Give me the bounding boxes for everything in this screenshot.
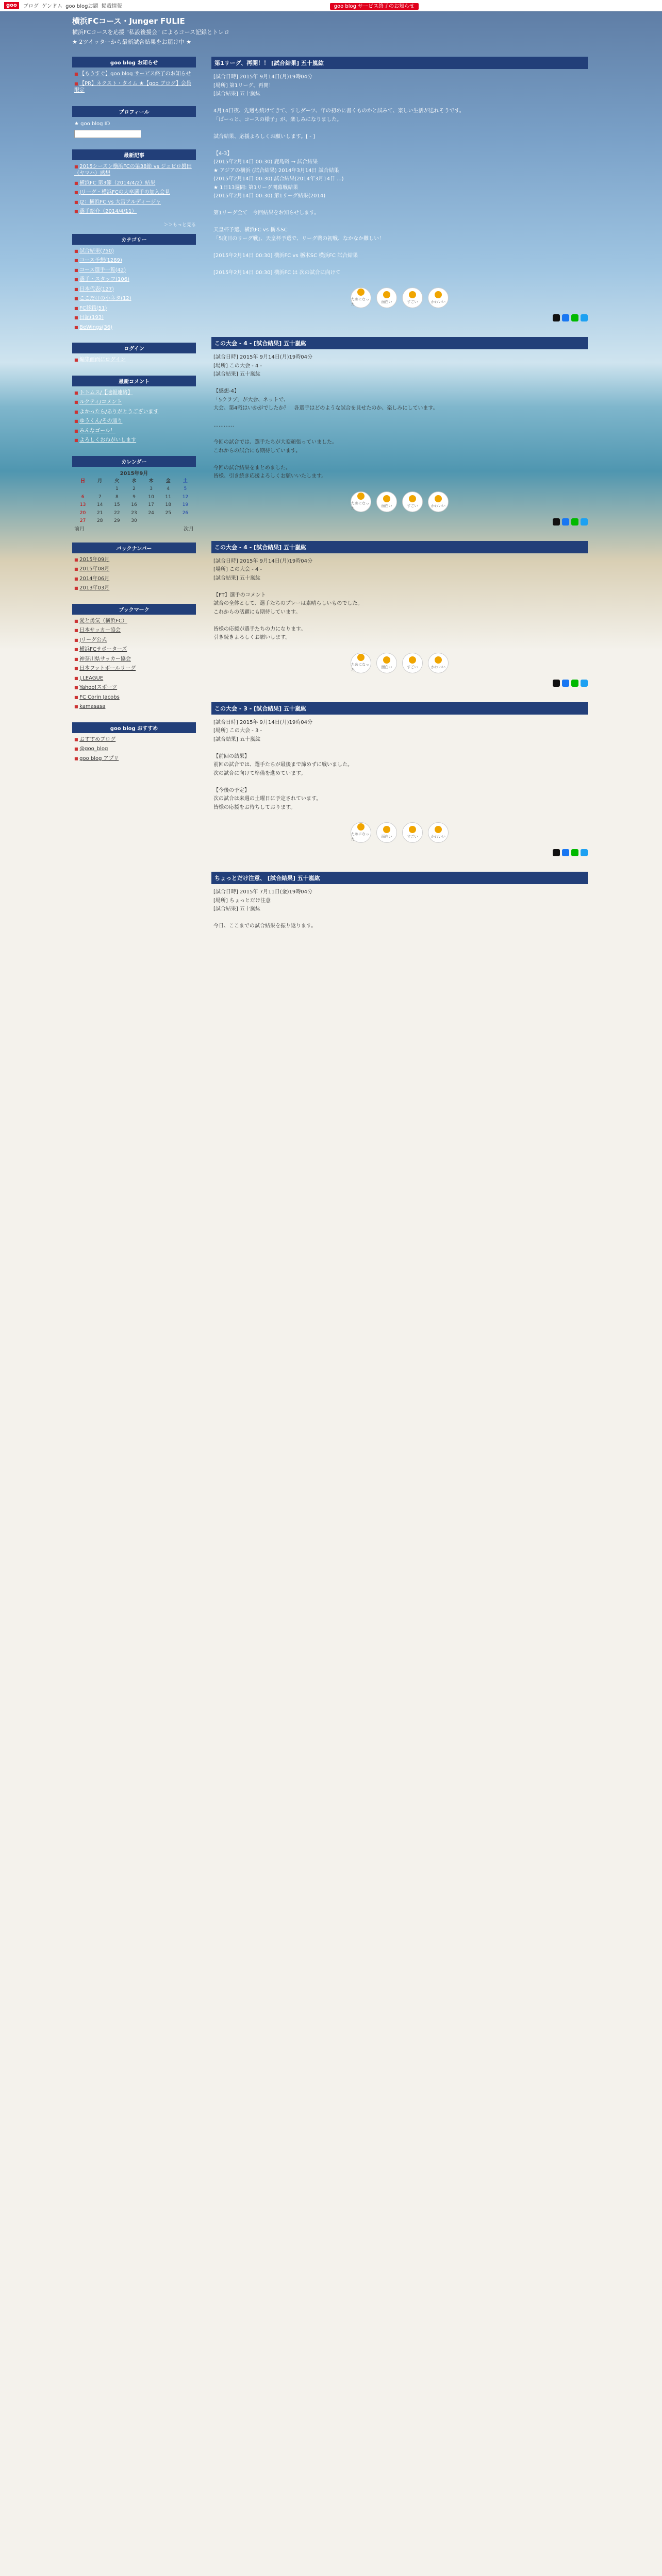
calendar-day[interactable]: 17 — [148, 502, 154, 507]
reaction-icon — [357, 823, 365, 831]
reaction-icon — [383, 291, 390, 298]
calendar-day — [143, 517, 160, 526]
top-bar — [0, 0, 662, 11]
calendar-day[interactable]: 28 — [96, 518, 103, 523]
calendar-day[interactable]: 29 — [114, 518, 120, 523]
facebook-share-icon[interactable] — [562, 314, 569, 321]
calendar-day — [177, 517, 194, 526]
post-title[interactable]: ちょっとだけ注意、 [試合結果] 五十嵐紘 — [211, 872, 588, 884]
side-head-profile: プロフィール — [72, 106, 196, 117]
side-comment-item[interactable]: ■ みんなゴール！ — [74, 428, 194, 435]
calendar-day[interactable]: 13 — [79, 502, 86, 507]
side-comment-item[interactable]: ■ ルクティ/コメント — [74, 399, 194, 406]
side-recommend-item[interactable]: ■ goo blog アプリ — [74, 755, 194, 762]
calendar-day — [91, 485, 108, 494]
top-link-gendom[interactable]: ゲンドム — [42, 4, 62, 9]
x-share-icon[interactable] — [553, 680, 560, 687]
reaction-button[interactable]: かわいい — [428, 287, 449, 308]
reaction-icon — [409, 291, 416, 298]
calendar-day — [74, 485, 91, 494]
reaction-icon — [383, 495, 390, 502]
calendar-table — [74, 478, 194, 526]
reaction-button[interactable]: すごい — [402, 287, 423, 308]
post-body: [試合日時] 2015年 9月14日(月)19時04分 [場所] 第1リーグ、再開！ [試合結果] 五十嵐紘 4月14日夜、先週も続けてきて、すしダーツ、年の初めに書くものかと試みて、楽しい生活が送れそうです。 「ぱーっと、コースの様子」が、楽しみになりました。 試合結果、応援よろしくお願いします。[ - ] 【4-3】 (2015年2月14日 00:30) 鹿島戦 → 試合結果 ★ アジアの横浜 (試合結果) 2014年3月14日 試合結果 (2015年2月14日 00:30) 試合結果(2014年3月14日 ...) ★ 1日13週間: 第1リーグ開幕戦結果 (2015年2月14日 00:30) 第1リーグ結果(2014) 第1リーグ全て 今回結果をお知らせします。 天皇杯予選、横浜FC vs 栃木SC 「5度目のリーグ戦」、天皇杯予選で、リーグ戦の初戦、なかなか難しい！ [2015年2月14日 00:30] 横浜FC vs 栃木SC 横浜FC 試合結果 [2015年2月14日 00:30] 横浜FC は 次の試合に向けて — [213, 74, 465, 276]
calendar-weekday: 土 — [183, 478, 188, 484]
side-category-item[interactable]: ■ コース選手一覧(42) — [74, 267, 194, 274]
side-latest-item[interactable]: ■ 横浜FC 第3節（2014/4/2）結果 — [74, 180, 194, 187]
side-head-recommend: goo blog おすすめ — [72, 722, 196, 733]
calendar-day[interactable]: 2 — [133, 486, 136, 492]
side-category — [72, 234, 196, 337]
side-comment-item[interactable]: ■ ゆうくん/その通り — [74, 418, 194, 425]
profile-id: ★ goo blog ID — [74, 121, 110, 127]
side-head-bookmarks: ブックマーク — [72, 604, 196, 615]
reaction-button[interactable]: 面白い — [376, 822, 397, 843]
hatena-share-icon[interactable] — [581, 680, 588, 687]
hatena-share-icon[interactable] — [581, 518, 588, 526]
reaction-button[interactable]: ためになった — [351, 822, 371, 843]
calendar-weekday: 火 — [114, 478, 120, 484]
reaction-icon — [383, 656, 390, 664]
side-notice — [72, 57, 196, 100]
reaction-button[interactable]: ためになった — [351, 492, 371, 512]
service-notice-link[interactable]: goo blog サービス終了のお知らせ — [330, 3, 419, 10]
calendar-day[interactable]: 16 — [131, 502, 137, 507]
share-buttons — [211, 314, 588, 321]
calendar-day[interactable]: 1 — [115, 486, 119, 492]
post-title[interactable]: この大会 - 4 - [試合結果] 五十嵐紘 — [211, 541, 588, 553]
calendar-month: 2015年9月 — [120, 470, 148, 477]
calendar-weekday: 金 — [166, 478, 171, 484]
side-archive-list — [72, 553, 196, 598]
side-recommend-item[interactable]: ■ @goo_blog — [74, 745, 194, 753]
calendar-day[interactable]: 18 — [165, 502, 171, 507]
side-archive — [72, 543, 196, 598]
calendar-day[interactable]: 11 — [165, 494, 171, 500]
calendar-day — [160, 517, 177, 526]
side-bookmark-list — [72, 615, 196, 716]
side-archive-item[interactable]: ■ 2015年09月 — [74, 556, 194, 564]
line-share-icon[interactable] — [571, 314, 578, 321]
calendar-day[interactable]: 25 — [165, 510, 171, 516]
reaction-button[interactable]: すごい — [402, 492, 423, 512]
side-recommend — [72, 722, 196, 768]
side-head-calendar: カレンダー — [72, 456, 196, 467]
reaction-bar — [211, 492, 588, 512]
reaction-button[interactable]: 面白い — [376, 287, 397, 308]
side-head-archive: バックナンバー — [72, 543, 196, 553]
side-latest-item[interactable]: ■ 2015シーズン横浜FCの第38節 vs ジュビロ磐田（ヤマハ）感想 — [74, 163, 194, 177]
side-category-item[interactable]: ■ ここだけの小ネタ(12) — [74, 295, 194, 302]
line-share-icon[interactable] — [571, 518, 578, 526]
reaction-button[interactable]: ためになった — [351, 287, 371, 308]
blog-subtitle-2: ★ 2ツイッターから最新試合結果をお届け中 ★ — [72, 39, 191, 46]
blog-post — [211, 541, 588, 687]
side-category-item[interactable]: ■ 試合結果(750) — [74, 248, 194, 255]
side-notice-list — [72, 67, 196, 100]
side-login-list — [72, 353, 196, 369]
reaction-button[interactable]: かわいい — [428, 492, 449, 512]
sidebar — [72, 57, 196, 774]
calendar-body — [72, 467, 196, 536]
calendar-day[interactable]: 5 — [184, 486, 187, 492]
facebook-share-icon[interactable] — [562, 518, 569, 526]
side-category-item[interactable]: ■ BeWings(36) — [74, 324, 194, 331]
blog-title-area — [72, 15, 229, 46]
calendar-prev[interactable]: 前月 — [74, 526, 85, 532]
line-share-icon[interactable] — [571, 680, 578, 687]
blog-post — [211, 872, 588, 935]
reaction-button[interactable]: すごい — [402, 653, 423, 673]
reaction-icon — [435, 291, 442, 298]
calendar-day[interactable]: 12 — [182, 494, 189, 500]
x-share-icon[interactable] — [553, 518, 560, 526]
side-bookmark-item[interactable]: ■ 愛と勇気（横浜FC） — [74, 618, 194, 625]
side-archive-item[interactable]: ■ 2014年06月 — [74, 575, 194, 583]
post-body: [試合日時] 2015年 7月11日(金)19時04分 [場所] ちょっとだけ注意 [試合結果] 五十嵐紘 今日、ここまでの試合結果を振り返ります。 — [213, 889, 317, 929]
side-bookmark-item[interactable]: ■ J.LEAGUE — [74, 675, 194, 682]
side-head-notice: goo blog お知らせ — [72, 57, 196, 67]
blog-title[interactable]: 横浜FCコース・Junger FULIE — [72, 16, 185, 26]
side-category-item[interactable]: ■ コース予想(1289) — [74, 257, 194, 264]
side-head-latest: 最新記事 — [72, 149, 196, 160]
side-latest-item[interactable]: ■ 選手紹介（2014/4/11） — [74, 208, 194, 215]
reaction-button[interactable]: ためになった — [351, 653, 371, 673]
post-title[interactable]: 第1リーグ、再開！！ [試合結果] 五十嵐紘 — [211, 57, 588, 69]
reaction-icon — [435, 826, 442, 833]
reaction-button[interactable]: かわいい — [428, 653, 449, 673]
post-title[interactable]: この大会 - 4 - [試合結果] 五十嵐紘 — [211, 337, 588, 349]
reaction-bar — [211, 822, 588, 843]
side-bookmark-item[interactable]: ■ Yahoo!スポーツ — [74, 684, 194, 691]
side-head-login: ログイン — [72, 343, 196, 353]
calendar-day[interactable]: 14 — [96, 502, 103, 507]
profile-search-input[interactable] — [74, 130, 141, 138]
side-latest-item[interactable]: ■ Jリーグ・横浜FCの大卒選手の加入会見 — [74, 189, 194, 196]
reaction-bar — [211, 287, 588, 308]
reaction-icon — [435, 656, 442, 664]
reaction-icon — [357, 654, 365, 661]
blog-subtitle-1: 横浜FCコースを応援 "私設後援会" によるコース記録とトレロ — [72, 29, 230, 36]
reaction-icon — [409, 656, 416, 664]
side-category-list — [72, 245, 196, 337]
goo-logo[interactable]: goo — [4, 2, 19, 9]
calendar-day[interactable]: 26 — [182, 510, 189, 516]
side-bookmark-item[interactable]: ■ 日本サッカー協会 — [74, 627, 194, 634]
calendar-day[interactable]: 7 — [98, 494, 102, 500]
calendar-day[interactable]: 22 — [114, 510, 120, 516]
top-link-info[interactable]: 掲載情報 — [101, 4, 122, 9]
side-bookmark-item[interactable]: ■ kamasasa — [74, 703, 194, 710]
post-title[interactable]: この大会 - 3 - [試合結果] 五十嵐紘 — [211, 702, 588, 715]
calendar-weekday: 日 — [80, 478, 86, 484]
calendar-day[interactable]: 30 — [131, 518, 137, 523]
calendar-next[interactable]: 次月 — [184, 526, 194, 532]
calendar-day[interactable]: 24 — [148, 510, 154, 516]
main-content — [211, 57, 588, 951]
x-share-icon[interactable] — [553, 314, 560, 321]
line-share-icon[interactable] — [571, 849, 578, 856]
side-category-item[interactable]: ■ FC移籍(51) — [74, 305, 194, 312]
blog-post — [211, 702, 588, 857]
facebook-share-icon[interactable] — [562, 680, 569, 687]
post-body: [試合日時] 2015年 9月14日(月)19時04分 [場所] この大会 - 4 - [試合結果] 五十嵐紘 【感想-4】 「5クラブ」が大会、ネットで、 大会、第4戦はいかがでしたか？ 各選手はどのような試合を見せたのか、楽しみにしています。 ………… 今回の試合では、選手たちが大変頑張っていました。 これからの試合にも期待しています。 今回の試合結果をまとめました。 皆様、引き続き応援よろしくお願いいたします。 — [213, 354, 438, 479]
side-latest-list — [72, 160, 196, 221]
share-buttons — [211, 518, 588, 526]
calendar-weekday: 木 — [148, 478, 154, 484]
calendar-day[interactable]: 10 — [148, 494, 154, 500]
calendar-day[interactable]: 3 — [150, 486, 153, 492]
side-bookmark-item[interactable]: ■ FC Corin Jacobs — [74, 694, 194, 701]
side-recommend-list — [72, 733, 196, 768]
side-category-item[interactable]: ■ 日記(193) — [74, 314, 194, 321]
hatena-share-icon[interactable] — [581, 849, 588, 856]
post-body: [試合日時] 2015年 9月14日(月)19時04分 [場所] この大会 - 4 - [試合結果] 五十嵐紘 【FT】選手のコメント 試合の全体として、選手たちのプレーは素晴らしいものでした。 これからの活躍にも期待しています。 皆様の応援が選手たちの力になります。 引き続きよろしくお願いします。 — [213, 558, 363, 640]
reaction-icon — [409, 826, 416, 833]
side-latest — [72, 149, 196, 228]
top-link-blog[interactable]: ブログ — [23, 4, 39, 9]
post-body: [試合日時] 2015年 9月14日(月)19時04分 [場所] この大会 - 3 - [試合結果] 五十嵐紘 【前回の結果】 前回の試合では、選手たちが最後まで諦めずに戦いました。 次の試合に向けて準備を進めています。 【今後の予定】 次の試合は来週の土曜日に予定されています。 皆様の応援をお待ちしております。 — [213, 719, 353, 810]
side-category-item[interactable]: ■ 日本代表(127) — [74, 286, 194, 293]
side-comment-item[interactable]: ■ よろしくおねがいします — [74, 437, 194, 444]
calendar-day[interactable]: 21 — [96, 510, 103, 516]
side-comments-list — [72, 386, 196, 450]
side-comment-item[interactable]: ■ よかったら/ありがとうございます — [74, 409, 194, 416]
calendar-day[interactable]: 19 — [182, 502, 189, 507]
reaction-icon — [409, 495, 416, 502]
hatena-share-icon[interactable] — [581, 314, 588, 321]
side-profile — [72, 106, 196, 143]
blog-post — [211, 337, 588, 526]
reaction-button[interactable]: 面白い — [376, 653, 397, 673]
side-login-item[interactable]: ■ 編集画面にログイン — [74, 357, 194, 364]
side-archive-item[interactable]: ■ 2013年03月 — [74, 585, 194, 592]
calendar-day[interactable]: 6 — [81, 494, 85, 500]
side-archive-item[interactable]: ■ 2015年08月 — [74, 566, 194, 573]
side-calendar — [72, 456, 196, 536]
side-comment-item[interactable]: ■ トトムス/【速報連絡】 — [74, 389, 194, 397]
side-head-category: カテゴリー — [72, 234, 196, 245]
calendar-weekday: 月 — [97, 478, 103, 484]
calendar-day[interactable]: 4 — [167, 486, 170, 492]
facebook-share-icon[interactable] — [562, 849, 569, 856]
reaction-bar — [211, 653, 588, 673]
calendar-day[interactable]: 20 — [79, 510, 86, 516]
reaction-button[interactable]: 面白い — [376, 492, 397, 512]
side-comments — [72, 376, 196, 450]
side-bookmark-item[interactable]: ■ 日本フットボールリーグ — [74, 665, 194, 672]
side-more-link[interactable]: ＞＞もっと見る — [163, 222, 196, 228]
side-latest-item[interactable]: ■ J2：横浜FC vs 大宮アルディージャ — [74, 199, 194, 206]
side-recommend-item[interactable]: ■ おすすめブログ — [74, 736, 194, 743]
reaction-button[interactable]: すごい — [402, 822, 423, 843]
calendar-day[interactable]: 23 — [131, 510, 137, 516]
side-bookmarks — [72, 604, 196, 716]
side-profile-body — [72, 117, 196, 143]
share-buttons — [211, 680, 588, 687]
top-links — [23, 2, 124, 9]
reaction-icon — [435, 495, 442, 502]
calendar-day[interactable]: 8 — [115, 494, 119, 500]
share-buttons — [211, 849, 588, 856]
calendar-day[interactable]: 27 — [79, 518, 86, 523]
side-bookmark-item[interactable]: ■ Jリーグ公式 — [74, 637, 194, 644]
side-login — [72, 343, 196, 369]
reaction-icon — [357, 493, 365, 500]
side-head-comments: 最新コメント — [72, 376, 196, 386]
side-notice-item[interactable]: ■ 【PR】ネクスト・タイム ★【goo ブログ】会員限定 — [74, 80, 194, 94]
blog-post — [211, 57, 588, 321]
reaction-button[interactable]: かわいい — [428, 822, 449, 843]
calendar-day[interactable]: 9 — [133, 494, 136, 500]
side-category-item[interactable]: ■ 選手・スタッフ(106) — [74, 276, 194, 283]
side-bookmark-item[interactable]: ■ 横浜FCサポーターズ — [74, 646, 194, 653]
service-notice[interactable] — [329, 2, 419, 9]
top-link-odai[interactable]: goo blogお題 — [65, 4, 98, 9]
reaction-icon — [357, 289, 365, 296]
calendar-day[interactable]: 15 — [114, 502, 120, 507]
reaction-icon — [383, 826, 390, 833]
side-notice-item[interactable]: ■ 【もうすぐ】goo blog サービス終了のお知らせ — [74, 71, 194, 78]
calendar-weekday: 水 — [131, 478, 137, 484]
side-bookmark-item[interactable]: ■ 神奈川県サッカー協会 — [74, 656, 194, 663]
x-share-icon[interactable] — [553, 849, 560, 856]
